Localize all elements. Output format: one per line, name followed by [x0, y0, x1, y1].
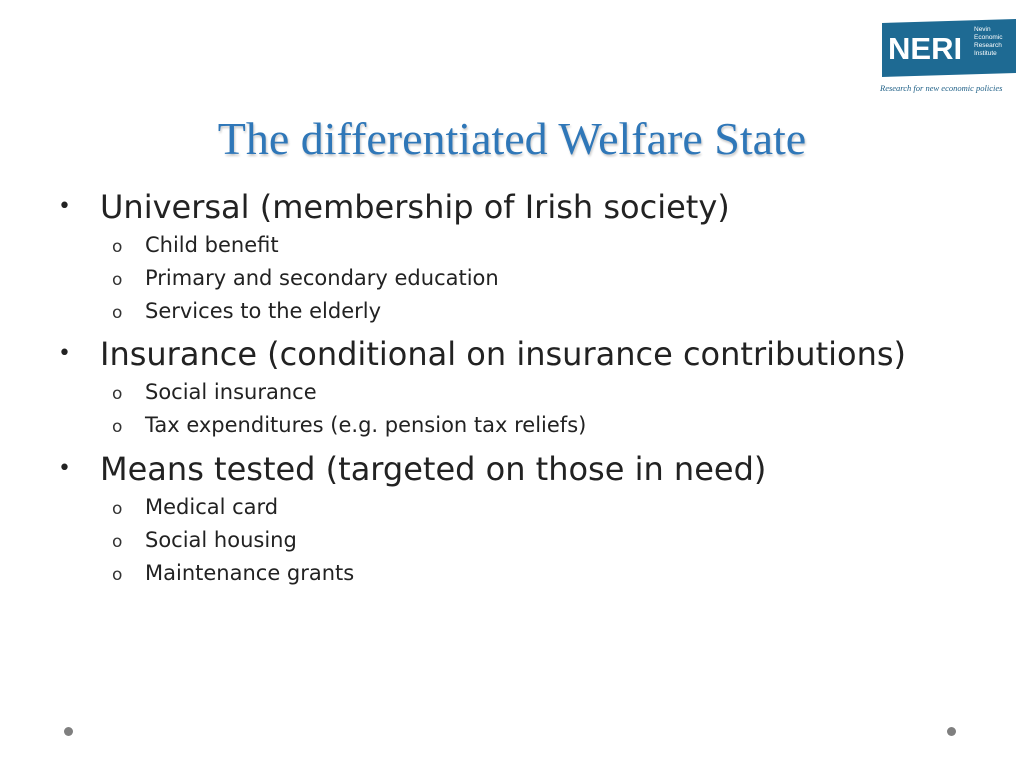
- logo-line-4: Institute: [974, 50, 997, 57]
- logo-line-2: Economic: [974, 34, 1003, 41]
- sub-bullet-text: Maintenance grants: [145, 561, 355, 585]
- sub-bullet-marker: o: [112, 303, 123, 323]
- sub-bullet-marker: o: [112, 270, 123, 290]
- sub-bullet-marker: o: [112, 499, 123, 519]
- bullet-means-tested: [0, 446, 1000, 492]
- bullet-marker: •: [58, 341, 71, 366]
- logo-line-3: Research: [974, 42, 1002, 49]
- sub-bullet-marker: o: [112, 384, 123, 404]
- sub-bullet-marker: o: [112, 417, 123, 437]
- logo-tagline: Research for new economic policies: [880, 83, 1003, 93]
- sub-bullet-elderly-services: [0, 296, 1000, 326]
- slide-title: The differentiated Welfare State: [217, 113, 807, 164]
- bullet-text: Means tested (targeted on those in need): [100, 450, 767, 488]
- sub-bullet-education: [0, 263, 1000, 293]
- bullet-marker: •: [58, 194, 71, 219]
- neri-logo: [880, 19, 1020, 97]
- sub-bullet-text: Services to the elderly: [145, 299, 382, 323]
- footer-dot-left: [64, 727, 73, 736]
- bullet-insurance: [0, 331, 1000, 377]
- sub-bullet-text: Medical card: [145, 495, 279, 519]
- sub-bullet-marker: o: [112, 532, 123, 552]
- sub-bullet-marker: o: [112, 237, 123, 257]
- sub-bullet-text: Primary and secondary education: [145, 266, 499, 290]
- sub-bullet-marker: o: [112, 565, 123, 585]
- bullet-text: Insurance (conditional on insurance contributions): [100, 335, 907, 373]
- bullet-marker: •: [58, 456, 71, 481]
- bullet-universal: [0, 184, 1000, 230]
- sub-bullet-maintenance-grants: [0, 558, 1000, 588]
- footer-dot-right: [947, 727, 956, 736]
- sub-bullet-social-insurance: [0, 377, 1000, 407]
- sub-bullet-text: Tax expenditures (e.g. pension tax reliefs): [145, 413, 587, 437]
- bullet-text: Universal (membership of Irish society): [100, 188, 730, 226]
- sub-bullet-text: Social insurance: [145, 380, 317, 404]
- logo-wordmark: NERI: [888, 31, 963, 66]
- sub-bullet-child-benefit: [0, 230, 1000, 260]
- sub-bullet-social-housing: [0, 525, 1000, 555]
- sub-bullet-text: Child benefit: [145, 233, 279, 257]
- neri-logo-badge: [882, 19, 1016, 77]
- sub-bullet-text: Social housing: [145, 528, 297, 552]
- sub-bullet-tax-expenditures: [0, 410, 1000, 440]
- logo-line-1: Nevin: [974, 26, 991, 33]
- sub-bullet-medical-card: [0, 492, 1000, 522]
